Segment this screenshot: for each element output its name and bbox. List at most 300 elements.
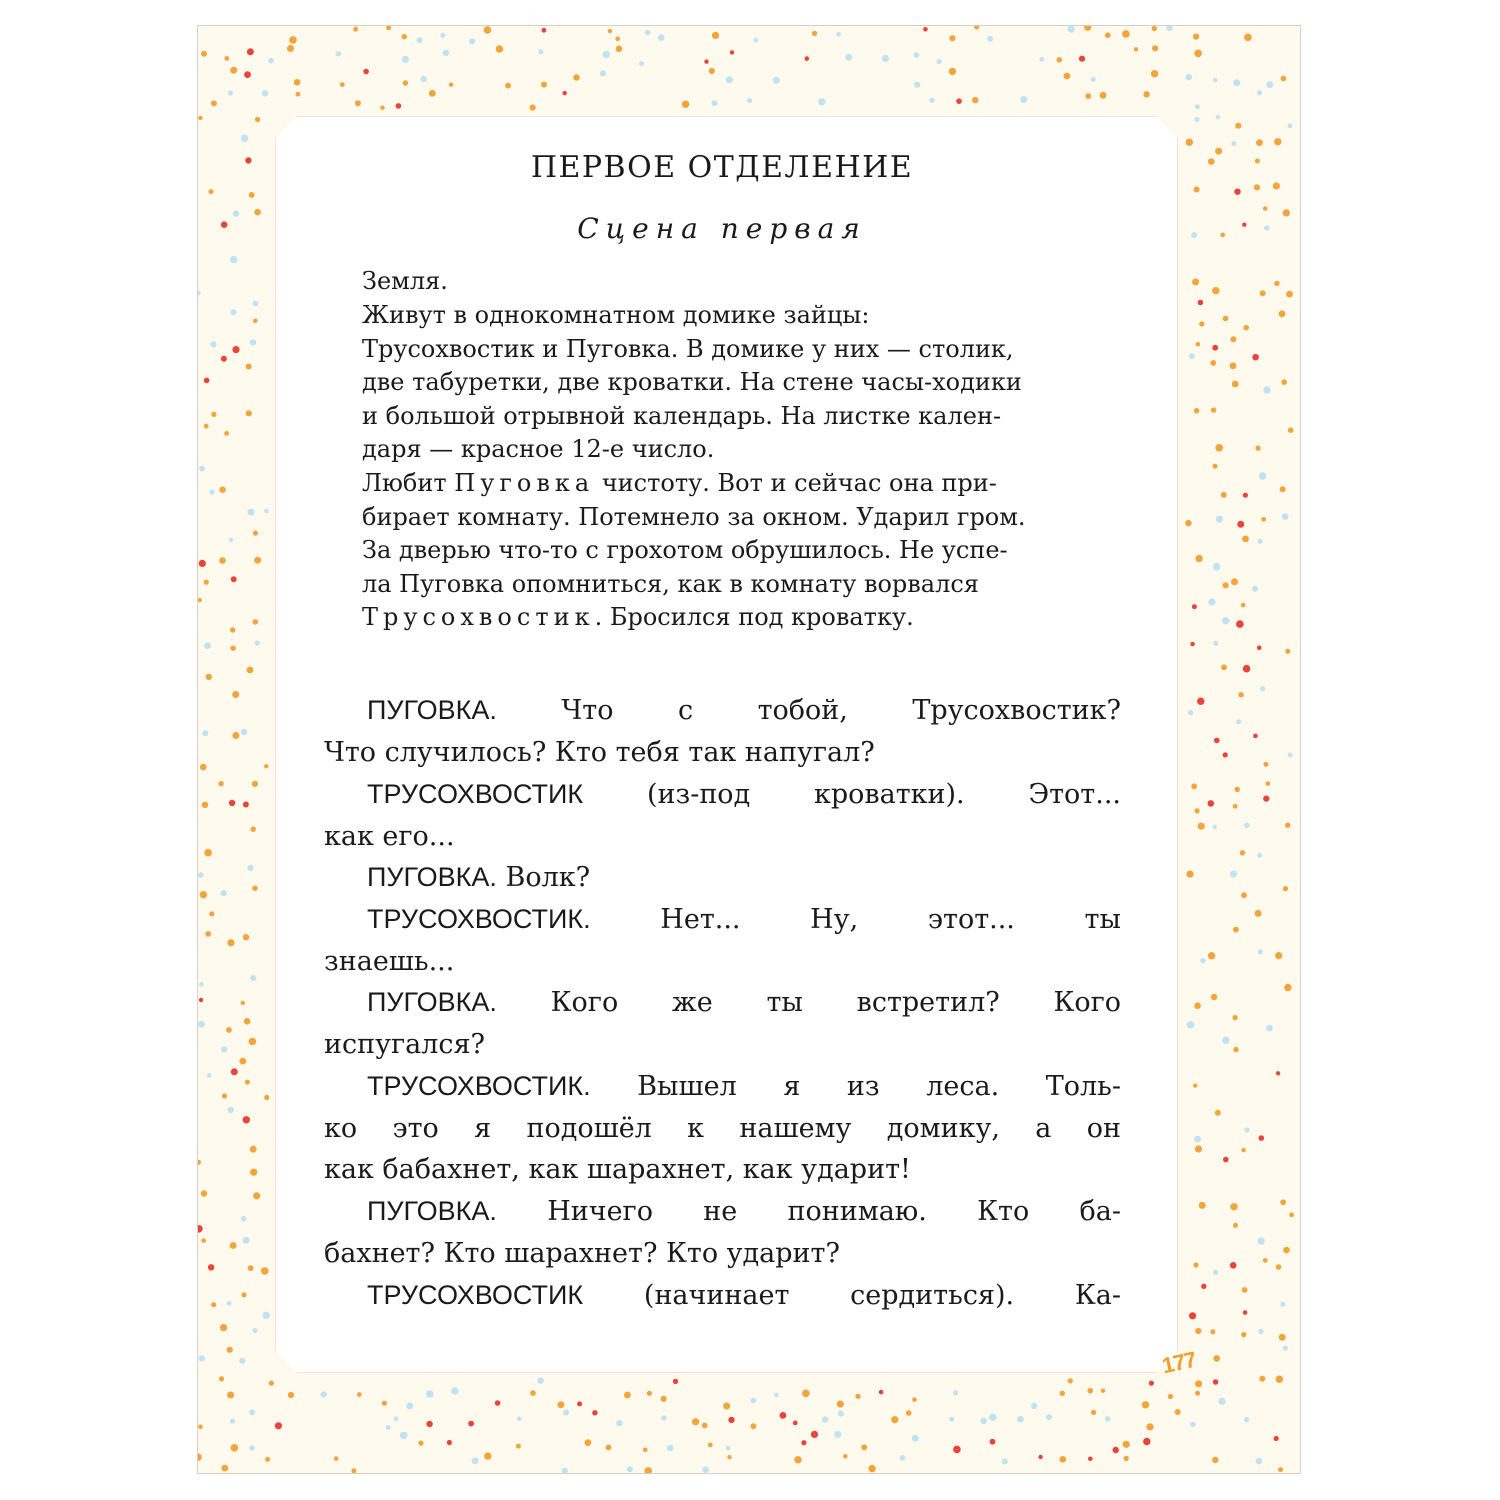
decorative-dot bbox=[1087, 1388, 1093, 1394]
decorative-dot bbox=[248, 1265, 254, 1271]
decorative-dot bbox=[1020, 96, 1027, 103]
decorative-dot bbox=[879, 1390, 884, 1395]
scene-title: Сцена первая bbox=[577, 212, 867, 245]
decorative-dot bbox=[929, 98, 934, 103]
decorative-dot bbox=[855, 1394, 860, 1399]
text-run: Любит bbox=[362, 469, 455, 497]
decorative-dot bbox=[1280, 486, 1286, 492]
decorative-dot bbox=[227, 1347, 233, 1353]
decorative-dot bbox=[1283, 1346, 1288, 1351]
decorative-dot bbox=[730, 50, 734, 54]
decorative-dot bbox=[1223, 316, 1229, 322]
decorative-dot bbox=[1259, 472, 1267, 480]
decorative-dot bbox=[1286, 291, 1293, 298]
decorative-dot bbox=[241, 1292, 246, 1297]
speech-text: Вышел я из леса. Толь- bbox=[637, 1071, 1121, 1102]
decorative-dot bbox=[232, 691, 239, 698]
decorative-dot bbox=[241, 135, 248, 142]
decorative-dot bbox=[1213, 641, 1218, 646]
decorative-dot bbox=[417, 37, 423, 43]
decorative-dot bbox=[1168, 1394, 1173, 1399]
decorative-dot bbox=[249, 192, 255, 198]
decorative-dot bbox=[1266, 781, 1271, 786]
decorative-dot bbox=[1186, 139, 1193, 146]
decorative-dot bbox=[255, 640, 260, 645]
decorative-dot bbox=[751, 1398, 757, 1404]
decorative-dot bbox=[241, 1216, 247, 1222]
decorative-dot bbox=[805, 56, 810, 61]
decorative-dot bbox=[287, 45, 294, 52]
decorative-dot bbox=[530, 1390, 536, 1396]
decorative-dot bbox=[1200, 958, 1205, 963]
dialogue-block bbox=[324, 1191, 1121, 1274]
decorative-dot bbox=[468, 1421, 474, 1427]
decorative-dot bbox=[1233, 1223, 1238, 1228]
decorative-dot bbox=[1274, 138, 1281, 145]
decorative-dot bbox=[1235, 123, 1241, 129]
decorative-dot bbox=[516, 1444, 521, 1449]
decorative-dot bbox=[1231, 141, 1236, 146]
decorative-dot bbox=[861, 1444, 867, 1450]
decorative-dot bbox=[230, 646, 235, 651]
decorative-dot bbox=[199, 998, 203, 1002]
decorative-dot bbox=[1288, 753, 1293, 758]
stage-direction-line bbox=[362, 601, 914, 635]
decorative-dot bbox=[600, 70, 606, 76]
decorative-dot bbox=[440, 33, 445, 38]
decorative-dot bbox=[1223, 1157, 1229, 1163]
decorative-dot bbox=[1088, 1457, 1093, 1462]
decorative-dot bbox=[241, 1001, 245, 1005]
decorative-dot bbox=[429, 90, 436, 97]
decorative-dot bbox=[198, 598, 202, 602]
decorative-dot bbox=[603, 51, 610, 58]
decorative-dot bbox=[1274, 281, 1279, 286]
decorative-dot bbox=[1068, 1378, 1073, 1383]
stage-direction-line: две табуретки, две кроватки. На стене часы-ходики bbox=[362, 368, 1022, 396]
decorative-dot bbox=[1124, 1456, 1129, 1461]
decorative-dot bbox=[1213, 563, 1221, 571]
decorative-dot bbox=[357, 1392, 362, 1397]
decorative-dot bbox=[1215, 1110, 1221, 1116]
decorative-dot bbox=[382, 1401, 387, 1406]
decorative-dot bbox=[406, 1402, 413, 1409]
decorative-dot bbox=[882, 55, 889, 62]
decorative-dot bbox=[1091, 1410, 1096, 1415]
decorative-dot bbox=[209, 911, 214, 916]
decorative-dot bbox=[956, 98, 962, 104]
dialogue-line bbox=[324, 857, 1121, 899]
decorative-dot bbox=[250, 975, 256, 981]
decorative-dot bbox=[616, 46, 623, 53]
decorative-dot bbox=[751, 1423, 757, 1429]
decorative-dot bbox=[1230, 362, 1237, 369]
decorative-dot bbox=[264, 509, 269, 514]
decorative-dot bbox=[1257, 853, 1262, 858]
stage-direction-line: Трусохвостик и Пуговка. В домике у них — столик, bbox=[362, 335, 1014, 363]
decorative-dot bbox=[211, 412, 216, 417]
decorative-dot bbox=[231, 1444, 239, 1452]
decorative-dot bbox=[1281, 379, 1287, 385]
dialogue-line bbox=[324, 774, 1121, 816]
decorative-dot bbox=[246, 410, 252, 416]
decorative-dot bbox=[321, 1391, 327, 1397]
decorative-dot bbox=[1002, 1459, 1008, 1465]
speaker-name: ТРУСОХВОСТИК bbox=[367, 779, 584, 809]
decorative-dot bbox=[221, 356, 227, 362]
decorative-dot bbox=[563, 91, 567, 95]
decorative-dot bbox=[1231, 578, 1238, 585]
stage-direction-line: Земля. bbox=[362, 267, 448, 295]
decorative-dot bbox=[1194, 50, 1202, 58]
decorative-dot bbox=[1142, 1401, 1149, 1408]
decorative-dot bbox=[1210, 360, 1216, 366]
decorative-dot bbox=[1284, 984, 1291, 991]
decorative-dot bbox=[1213, 1270, 1218, 1275]
decorative-dot bbox=[219, 1376, 224, 1381]
dialogue-line: как бабахнет, как шарахнет, как ударит! bbox=[324, 1154, 911, 1186]
decorative-dot bbox=[472, 1457, 479, 1464]
decorative-dot bbox=[981, 1418, 987, 1424]
decorative-dot bbox=[226, 1027, 232, 1033]
decorative-dot bbox=[712, 32, 719, 39]
decorative-dot bbox=[900, 1455, 906, 1461]
decorative-dot bbox=[227, 1301, 232, 1306]
decorative-dot bbox=[1166, 26, 1172, 31]
decorative-dot bbox=[1282, 513, 1289, 520]
decorative-dot bbox=[1256, 1458, 1263, 1465]
decorative-dot bbox=[1189, 353, 1195, 359]
decorative-dot bbox=[230, 256, 237, 263]
decorative-dot bbox=[1285, 649, 1290, 654]
decorative-dot bbox=[774, 1393, 779, 1398]
decorative-dot bbox=[275, 1422, 282, 1429]
decorative-dot bbox=[1244, 823, 1250, 829]
decorative-dot bbox=[1208, 952, 1215, 959]
decorative-dot bbox=[1260, 290, 1266, 296]
decorative-dot bbox=[1211, 994, 1217, 1000]
decorative-dot bbox=[449, 83, 453, 87]
decorative-dot bbox=[1288, 124, 1293, 129]
decorative-dot bbox=[682, 101, 689, 108]
decorative-dot bbox=[645, 30, 650, 35]
decorative-dot bbox=[245, 1080, 250, 1085]
decorative-dot bbox=[1152, 26, 1157, 31]
decorative-dot bbox=[219, 557, 226, 564]
decorative-dot bbox=[1257, 90, 1262, 95]
decorative-dot bbox=[1143, 91, 1149, 97]
decorative-dot bbox=[1236, 719, 1241, 724]
decorative-dot bbox=[230, 67, 237, 74]
decorative-dot bbox=[221, 1046, 227, 1052]
decorative-dot bbox=[232, 732, 239, 739]
decorative-dot bbox=[1235, 787, 1240, 792]
decorative-dot bbox=[1266, 81, 1273, 88]
decorative-dot bbox=[1285, 823, 1290, 828]
decorative-dot bbox=[1258, 539, 1263, 544]
decorative-dot bbox=[723, 1403, 730, 1410]
decorative-dot bbox=[1241, 1148, 1245, 1152]
decorative-dot bbox=[753, 38, 758, 43]
decorative-dot bbox=[199, 1355, 205, 1361]
decorative-dot bbox=[221, 890, 227, 896]
decorative-dot bbox=[1193, 1083, 1197, 1087]
decorative-dot bbox=[265, 1457, 270, 1462]
decorative-dot bbox=[198, 872, 204, 878]
decorative-dot bbox=[1214, 738, 1220, 744]
dialogue-block bbox=[324, 690, 1121, 773]
decorative-dot bbox=[1255, 446, 1260, 451]
decorative-dot bbox=[211, 1302, 216, 1307]
decorative-dot bbox=[261, 1267, 269, 1275]
decorative-dot bbox=[294, 79, 301, 86]
decorative-dot bbox=[1289, 1212, 1294, 1217]
decorative-dot bbox=[1243, 325, 1249, 331]
decorative-dot bbox=[334, 1456, 339, 1461]
decorative-dot bbox=[402, 34, 407, 39]
decorative-dot bbox=[199, 560, 206, 567]
decorative-dot bbox=[822, 1416, 828, 1422]
decorative-dot bbox=[1288, 427, 1294, 433]
decorative-dot bbox=[1057, 57, 1063, 63]
decorative-dot bbox=[1113, 1447, 1119, 1453]
decorative-dot bbox=[231, 1068, 238, 1075]
decorative-dot bbox=[204, 424, 209, 429]
decorative-dot bbox=[1091, 77, 1096, 82]
decorative-dot bbox=[243, 934, 249, 940]
decorative-dot bbox=[708, 1443, 713, 1448]
decorative-dot bbox=[229, 538, 234, 543]
decorative-dot bbox=[336, 51, 342, 57]
decorative-dot bbox=[1195, 1380, 1202, 1387]
decorative-dot bbox=[644, 1467, 652, 1474]
decorative-dot bbox=[1263, 1258, 1268, 1263]
decorative-dot bbox=[667, 1445, 674, 1452]
decorative-dot bbox=[241, 729, 248, 736]
decorative-dot bbox=[421, 76, 427, 82]
decorative-dot bbox=[802, 1390, 810, 1398]
dialogue-block bbox=[324, 857, 1121, 899]
decorative-dot bbox=[451, 1387, 458, 1394]
decorative-dot bbox=[1190, 642, 1194, 646]
decorative-dot bbox=[201, 1238, 206, 1243]
decorative-dot bbox=[868, 1465, 875, 1472]
decorative-dot bbox=[1079, 56, 1085, 62]
dialogue-line bbox=[324, 1191, 1121, 1233]
decorative-dot bbox=[1213, 1355, 1220, 1362]
decorative-dot bbox=[837, 1401, 844, 1408]
decorative-dot bbox=[1192, 278, 1199, 285]
decorative-dot bbox=[1195, 1145, 1202, 1152]
decorative-dot bbox=[204, 378, 210, 384]
decorative-dot bbox=[1189, 1312, 1196, 1319]
decorative-dot bbox=[606, 1445, 612, 1451]
character-name: Трусохвостик bbox=[362, 603, 595, 631]
decorative-dot bbox=[219, 487, 225, 493]
decorative-dot bbox=[1143, 1438, 1150, 1445]
decorative-dot bbox=[1283, 1247, 1290, 1254]
decorative-dot bbox=[1195, 1391, 1200, 1396]
decorative-dot bbox=[1192, 604, 1197, 609]
decorative-dot bbox=[252, 886, 257, 891]
character-name: Пуговка bbox=[454, 469, 595, 497]
decorative-dot bbox=[1244, 34, 1252, 42]
decorative-dot bbox=[1222, 617, 1229, 624]
decorative-dot bbox=[1060, 1391, 1065, 1396]
decorative-dot bbox=[949, 35, 955, 41]
decorative-dot bbox=[1085, 93, 1091, 99]
dialogue-block bbox=[324, 982, 1121, 1065]
decorative-dot bbox=[246, 364, 252, 370]
decorative-dot bbox=[253, 619, 259, 625]
decorative-dot bbox=[1149, 1381, 1154, 1386]
decorative-dot bbox=[1213, 78, 1218, 83]
decorative-dot bbox=[1233, 1015, 1238, 1020]
decorative-dot bbox=[396, 103, 402, 109]
decorative-dot bbox=[780, 1412, 787, 1419]
decorative-dot bbox=[838, 1411, 844, 1417]
decorative-dot bbox=[1188, 710, 1193, 715]
decorative-dot bbox=[228, 1107, 234, 1113]
decorative-dot bbox=[199, 466, 205, 472]
decorative-dot bbox=[198, 1425, 203, 1430]
decorative-dot bbox=[210, 341, 216, 347]
decorative-dot bbox=[252, 1328, 257, 1333]
decorative-dot bbox=[198, 1021, 205, 1028]
decorative-dot bbox=[201, 51, 207, 57]
decorative-dot bbox=[1196, 342, 1201, 347]
decorative-dot bbox=[1280, 1199, 1286, 1205]
decorative-dot bbox=[224, 56, 229, 61]
decorative-dot bbox=[202, 730, 208, 736]
decorative-dot bbox=[1175, 1409, 1181, 1415]
decorative-dot bbox=[288, 1392, 294, 1398]
decorative-dot bbox=[1194, 187, 1200, 193]
decorative-dot bbox=[972, 97, 978, 103]
decorative-dot bbox=[1197, 698, 1204, 705]
dialogue-line bbox=[324, 690, 1121, 732]
decorative-dot bbox=[211, 100, 217, 106]
decorative-dot bbox=[248, 509, 255, 516]
decorative-dot bbox=[1233, 927, 1239, 933]
decorative-dot bbox=[418, 1441, 423, 1446]
decorative-dot bbox=[243, 1116, 250, 1123]
decorative-dot bbox=[1276, 1376, 1283, 1383]
decorative-dot bbox=[251, 827, 256, 832]
decorative-dot bbox=[1216, 516, 1223, 523]
dialogue-line: ко это я подошёл к нашему домику, а он bbox=[324, 1112, 1121, 1144]
speaker-name: ПУГОВКА. bbox=[367, 1196, 497, 1226]
speech-text: Нет... Ну, этот... ты bbox=[660, 904, 1121, 935]
decorative-dot bbox=[1185, 74, 1192, 81]
decorative-dot bbox=[1068, 26, 1075, 33]
decorative-dot bbox=[542, 28, 547, 33]
decorative-dot bbox=[1194, 1002, 1201, 1009]
decorative-dot bbox=[563, 1410, 569, 1416]
decorative-dot bbox=[263, 1312, 270, 1319]
decorative-dot bbox=[627, 1466, 633, 1472]
decorative-dot bbox=[704, 59, 708, 63]
speaker-name: ПУГОВКА. bbox=[367, 862, 497, 892]
decorative-dot bbox=[426, 1421, 432, 1427]
decorative-dot bbox=[249, 1445, 254, 1450]
decorative-dot bbox=[538, 49, 543, 54]
decorative-dot bbox=[1122, 30, 1130, 38]
speech-text: Ничего не понимаю. Кто ба- bbox=[547, 1196, 1121, 1227]
decorative-dot bbox=[1254, 184, 1260, 190]
decorative-dot bbox=[1263, 796, 1269, 802]
decorative-dot bbox=[923, 27, 928, 32]
decorative-dot bbox=[1230, 1262, 1237, 1269]
text-run: . Бросился под кроватку. bbox=[594, 603, 914, 631]
decorative-dot bbox=[1039, 57, 1044, 62]
stage-direction-line: даря — красное 12-е число. bbox=[362, 435, 715, 463]
decorative-dot bbox=[269, 1381, 274, 1386]
decorative-dot bbox=[1038, 1455, 1042, 1459]
decorative-dot bbox=[443, 50, 449, 56]
dialogue-line bbox=[324, 982, 1121, 1024]
decorative-dot bbox=[1185, 520, 1191, 526]
decorative-dot bbox=[254, 557, 261, 564]
decorative-dot bbox=[1193, 34, 1199, 40]
decorative-dot bbox=[562, 1468, 568, 1474]
dialogue-block bbox=[324, 774, 1121, 857]
decorative-dot bbox=[253, 1192, 260, 1199]
decorative-dot bbox=[1101, 1389, 1105, 1393]
decorative-dot bbox=[355, 100, 361, 106]
decorative-dot bbox=[363, 69, 369, 75]
decorative-dot bbox=[222, 1093, 227, 1098]
decorative-dot bbox=[447, 1440, 452, 1445]
decorative-dot bbox=[1233, 1047, 1238, 1052]
decorative-dot bbox=[692, 1418, 699, 1425]
decorative-dot bbox=[247, 667, 254, 674]
decorative-dot bbox=[380, 106, 384, 110]
decorative-dot bbox=[1123, 1441, 1130, 1448]
speaker-name: ТРУСОХВОСТИК bbox=[367, 1280, 584, 1310]
decorative-dot bbox=[204, 580, 209, 585]
stage-direction-line: ла Пуговка опомниться, как в комнату ворвался bbox=[362, 570, 979, 598]
decorative-dot bbox=[1216, 115, 1220, 119]
decorative-dot bbox=[1260, 686, 1265, 691]
decorative-dot bbox=[1199, 321, 1204, 326]
decorative-dot bbox=[1218, 1398, 1225, 1405]
decorative-dot bbox=[1194, 408, 1199, 413]
decorative-dot bbox=[773, 77, 780, 84]
dialogue-line bbox=[324, 1275, 1121, 1317]
speech-text: Кого же ты встретил? Кого bbox=[550, 987, 1121, 1018]
decorative-dot bbox=[1283, 886, 1288, 891]
decorative-dot bbox=[1258, 1237, 1265, 1244]
decorative-dot bbox=[836, 32, 841, 37]
decorative-dot bbox=[891, 1416, 898, 1423]
decorative-dot bbox=[1208, 800, 1215, 807]
decorative-dot bbox=[812, 31, 817, 36]
decorative-dot bbox=[1198, 300, 1204, 306]
decorative-dot bbox=[541, 82, 547, 88]
decorative-dot bbox=[906, 1410, 912, 1416]
decorative-dot bbox=[1243, 1310, 1248, 1315]
decorative-dot bbox=[1253, 734, 1258, 739]
decorative-dot bbox=[1221, 492, 1227, 498]
decorative-dot bbox=[1258, 1329, 1263, 1334]
dialogue-block bbox=[324, 1275, 1121, 1317]
page-number: 177 bbox=[1159, 1346, 1198, 1379]
decorative-dot bbox=[1275, 952, 1282, 959]
decorative-dot bbox=[1195, 104, 1200, 109]
decorative-dot bbox=[1064, 73, 1071, 80]
text-run: чистоту. Вот и сейчас она при- bbox=[594, 469, 997, 497]
